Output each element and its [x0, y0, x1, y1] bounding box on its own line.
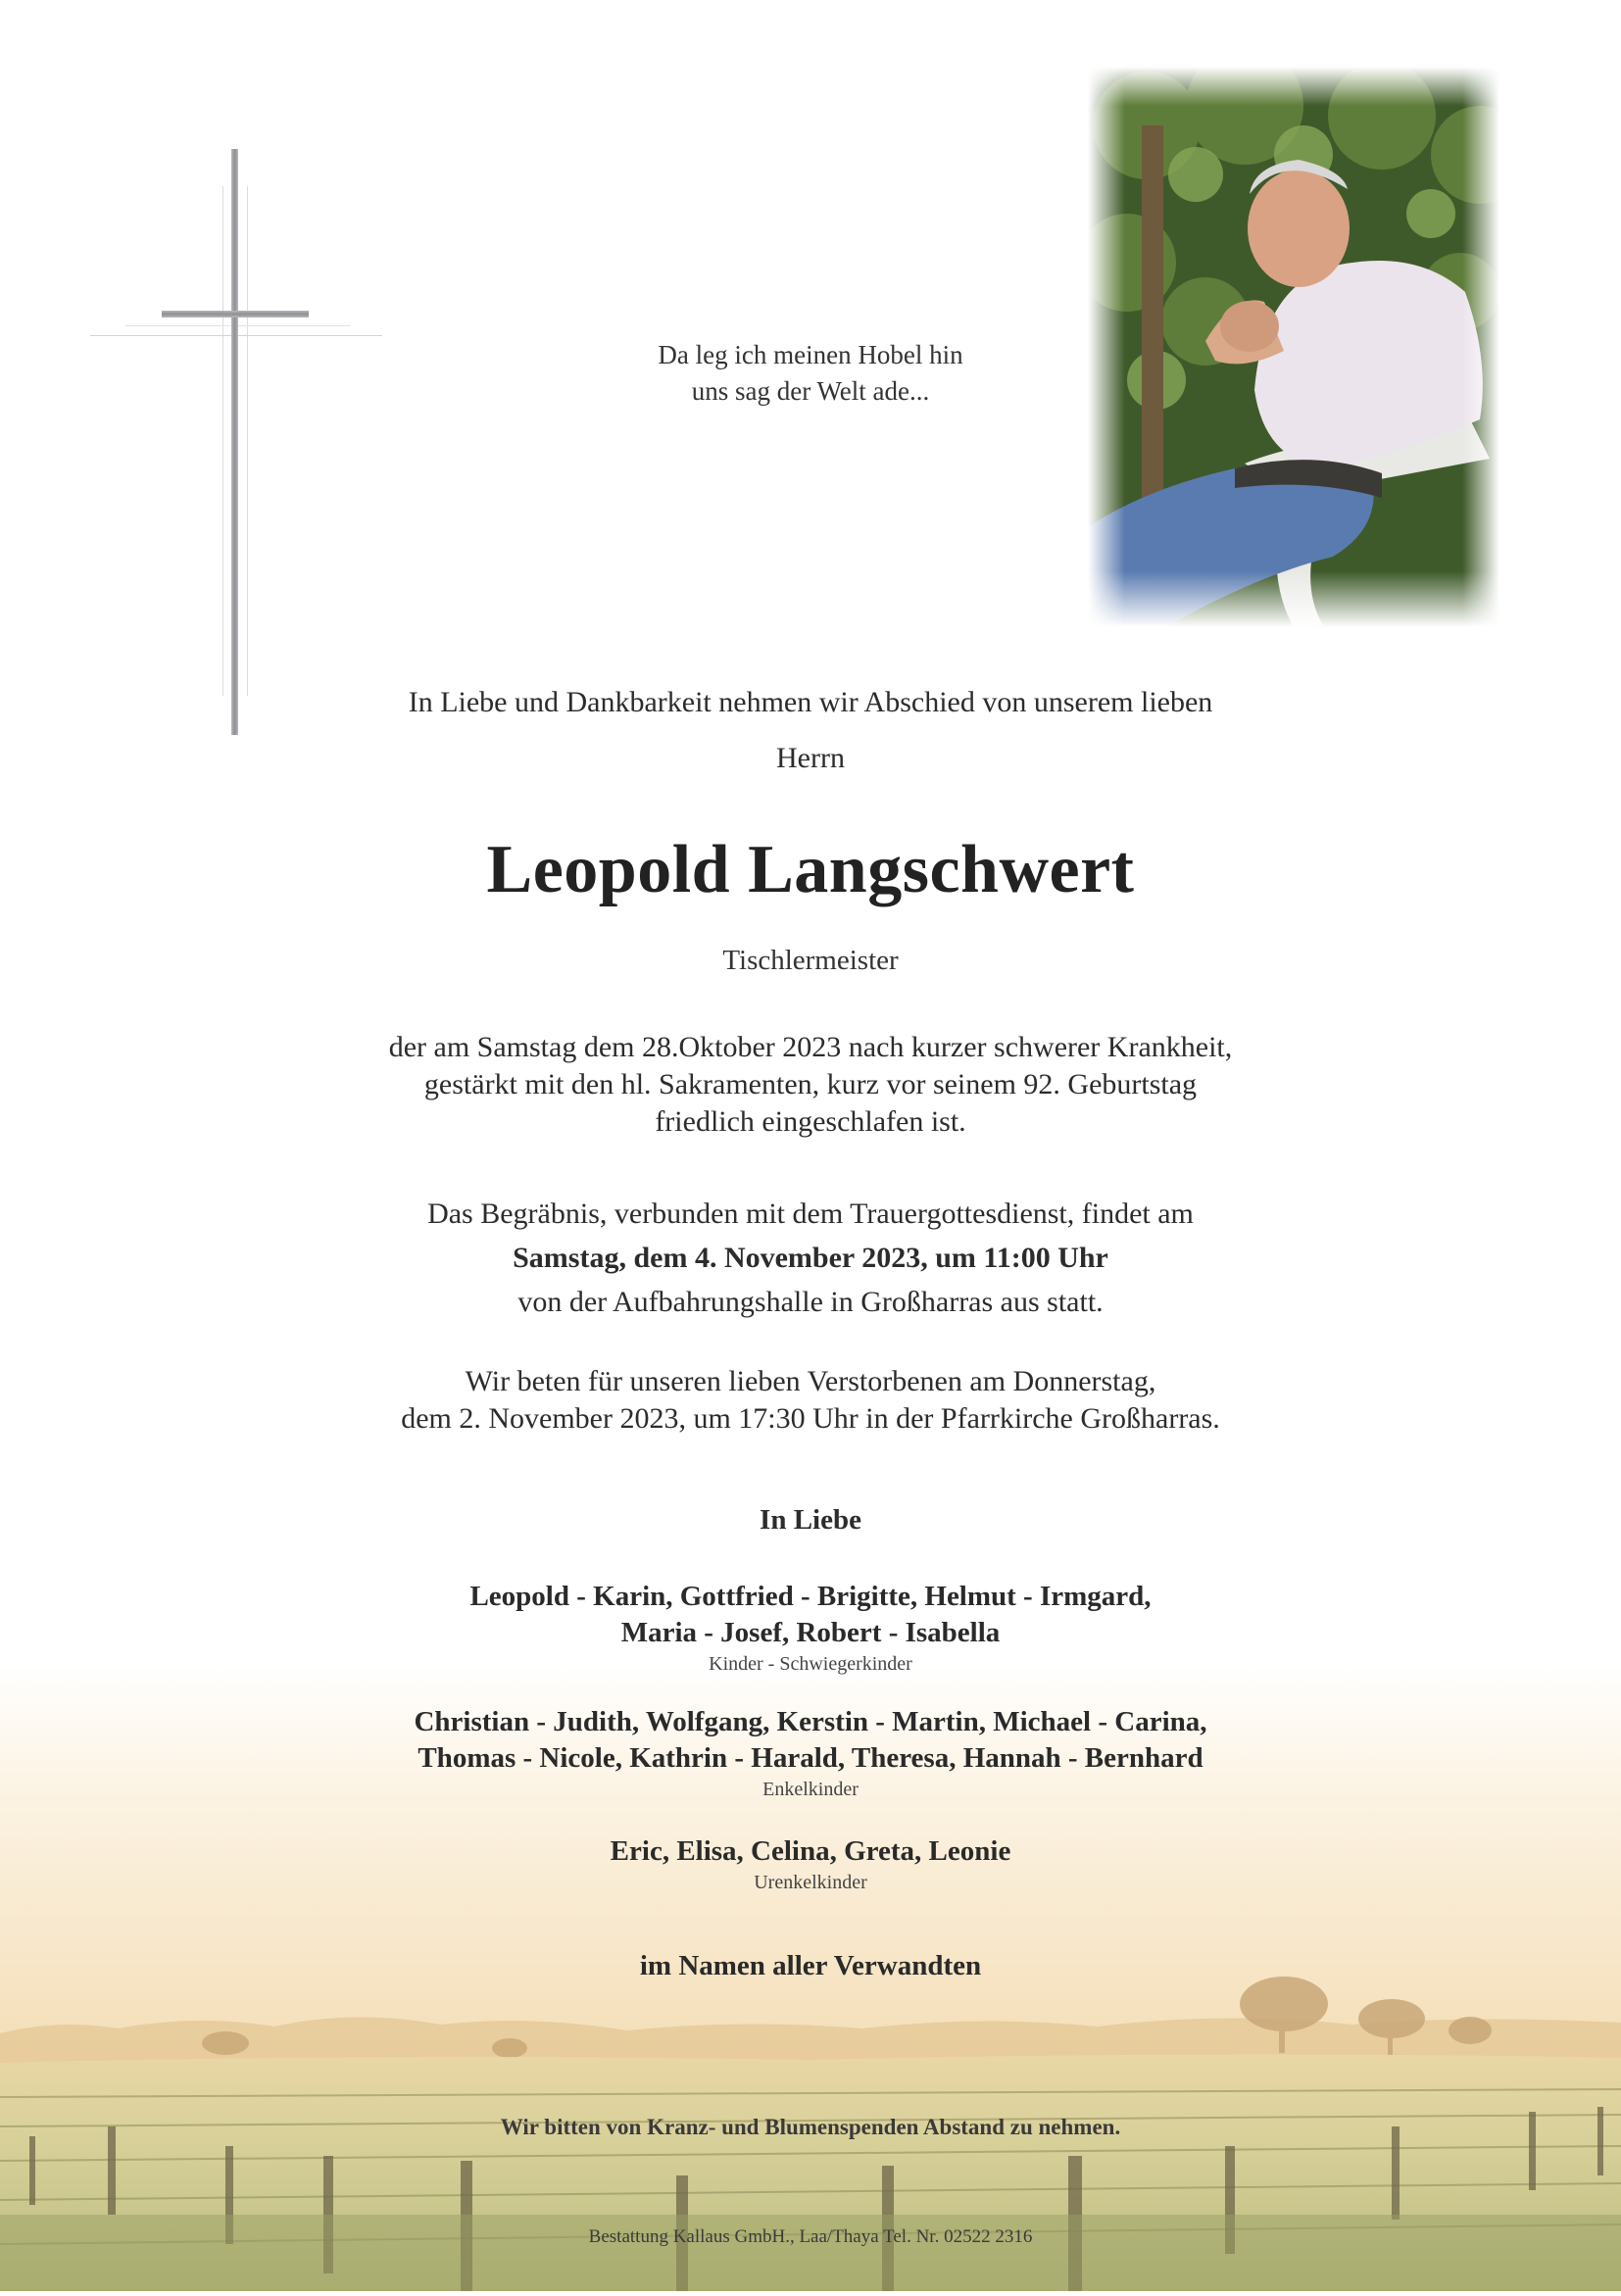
mourner-names-line: Thomas - Nicole, Kathrin - Harald, Theresa, Hannah - Bernhard — [418, 1742, 1203, 1774]
mourner-group-great-grandchildren — [0, 1833, 1621, 1895]
prayer-line: Wir beten für unseren lieben Verstorbenen am Donnerstag, — [465, 1365, 1156, 1397]
mourner-names-line: Leopold - Karin, Gottfried - Brigitte, Helmut - Irmgard, — [469, 1581, 1152, 1612]
funeral-paragraph — [0, 1192, 1621, 1324]
cross-shadow-line — [222, 186, 223, 696]
mourner-role-label: Kinder - Schwiegerkinder — [709, 1653, 912, 1675]
motto-line: uns sag der Welt ade... — [691, 376, 930, 406]
funeral-line: von der Aufbahrungshalle in Großharras aus statt. — [517, 1286, 1104, 1318]
prayer-line: dem 2. November 2023, um 17:30 Uhr in der Pfarrkirche Großharras. — [401, 1402, 1220, 1435]
deceased-profession: Tischlermeister — [722, 945, 899, 976]
funeral-line: Das Begräbnis, verbunden mit dem Trauergottesdienst, findet am — [427, 1197, 1194, 1230]
death-notice-paragraph — [0, 1029, 1621, 1141]
mourner-names-line: Eric, Elisa, Celina, Greta, Leonie — [610, 1835, 1011, 1867]
mourner-names-line: Christian - Judith, Wolfgang, Kerstin - Martin, Michael - Carina, — [414, 1706, 1207, 1737]
intro-text: In Liebe und Dankbarkeit nehmen wir Abschied von unserem lieben — [408, 686, 1213, 718]
cross-shadow-line — [125, 325, 351, 326]
deceased-name: Leopold Langschwert — [486, 832, 1135, 907]
funeral-home-footer: Bestattung Kallaus GmbH., Laa/Thaya Tel. Nr. 02522 2316 — [588, 2226, 1033, 2247]
mourners-closing: im Namen aller Verwandten — [639, 1950, 982, 1981]
motto-line: Da leg ich meinen Hobel hin — [658, 340, 963, 369]
cross-horizontal-beam — [162, 311, 309, 318]
intro-salutation: Herrn — [776, 742, 845, 774]
donation-request: Wir bitten von Kranz- und Blumenspenden Abstand zu nehmen. — [500, 2115, 1121, 2139]
mourner-names-line: Maria - Josef, Robert - Isabella — [620, 1617, 1001, 1648]
prayer-paragraph — [0, 1363, 1621, 1438]
cross-vertical-beam — [231, 149, 238, 735]
mourner-role-label: Enkelkinder — [762, 1779, 859, 1800]
mourner-role-label: Urenkelkinder — [754, 1872, 867, 1893]
cross-shadow-line — [247, 186, 248, 696]
mourner-group-children — [0, 1579, 1621, 1677]
death-notice-line: friedlich eingeschlafen ist. — [655, 1105, 966, 1138]
mourners-heading: In Liebe — [760, 1504, 861, 1536]
funeral-date: Samstag, dem 4. November 2023, um 11:00 Uhr — [513, 1242, 1108, 1274]
death-notice-line: der am Samstag dem 28.Oktober 2023 nach kurzer schwerer Krankheit, — [388, 1031, 1233, 1063]
death-notice-line: gestärkt mit den hl. Sakramenten, kurz vor seinem 92. Geburtstag — [423, 1068, 1198, 1100]
mourner-group-grandchildren — [0, 1704, 1621, 1802]
motto-quote — [0, 337, 1621, 410]
